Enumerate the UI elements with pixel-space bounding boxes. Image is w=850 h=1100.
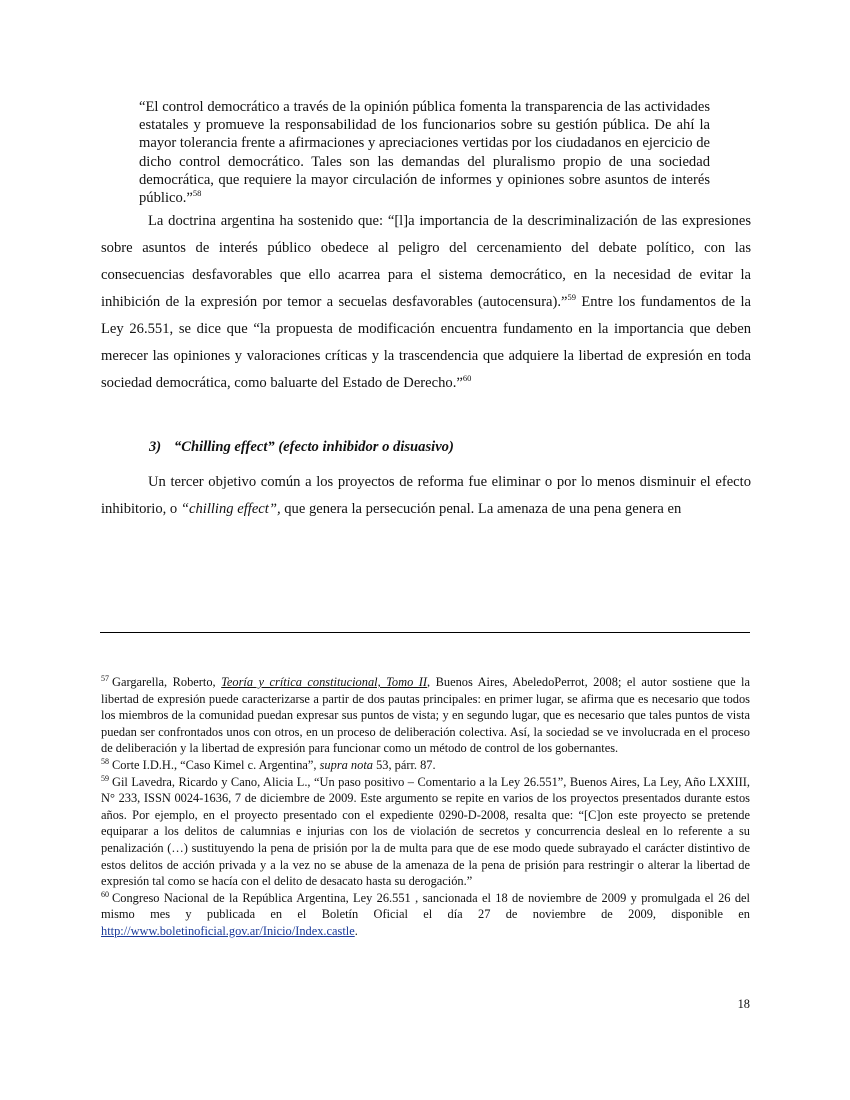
footnote-number: 58 [101, 756, 109, 766]
footnote-text: . [354, 923, 358, 938]
footnote-text: Gil Lavedra, Ricardo y Cano, Alicia L., “Un paso positivo – Comentario a la Ley 26.551”, Buenos Aires, La Ley, Año LXXIII, N° 233, ISSN 0024-1636, 7 de diciembre de 2009. Este argumento se repite en varios de los proyectos presentados durante estos años. Por ejemplo, en el proyecto presentado con el expediente 0290-D-2008, resalta que: “[C]on este proyecto se pretende equiparar a los delitos de calumnias e injurias con los de violación de secretos y concurrencia desleal en lo referente a su penalización (…) sustituyendo la pena de prisión por la de multa para que de ese modo quede subrayado el carácter distintivo de estos delitos de acción privada y a la vez no se abuse de la amenaza de la pena de prisión para restringir o alterar la libertad de expresión tal como se hacía con el delito de desacato hasta su derogación.” [101, 774, 750, 889]
section-heading [149, 439, 749, 456]
paragraph-text: La doctrina argentina ha sostenido que: “[l]a importancia de la descriminalización de las expresiones sobre asuntos de interés público obedece al peligro del cercenamiento del debate político, con las consecuencias desfavorables que ello acarrea para el sistema democrático, en la necesidad de evitar la inhibición de la expresión por temor a secuelas desfavorables (autocensura).” [101, 213, 751, 310]
footnote-58 [101, 757, 750, 774]
footnote-text: 53, párr. 87. [372, 757, 436, 772]
paragraph-doctrina [101, 208, 751, 397]
boletin-oficial-link[interactable]: http://www.boletinoficial.gov.ar/Inicio/Index.castle [101, 923, 355, 938]
book-title: Teoría y crítica constitucional, Tomo II [221, 675, 428, 689]
block-quote [139, 98, 710, 207]
footnote-text: , Buenos Aires, AbeledoPerrot, 2008; el autor sostiene que la libertad de expresión puede caracterizarse a partir de dos pautas principales: en primer lugar, se afirma que es necesario que todos los miembros de la comunidad puedan expresar sus puntos de vista; y en segundo lugar, que es necesario que tales puntos de vista puedan ser confrontados unos con otros, en un proceso de deliberación colectiva. Así, la sociedad se ve involucrada en el proceso de deliberación y la libertad de expresión para funcionar como un método de control de los gobernantes. [101, 675, 750, 756]
section-title: “Chilling effect” (efecto inhibidor o disuasivo) [174, 439, 454, 455]
footnote-ref-60[interactable]: 60 [462, 373, 472, 383]
footnote-separator [100, 632, 750, 633]
footnote-ref-58[interactable]: 58 [192, 188, 202, 199]
paragraph-chilling-effect [101, 469, 751, 523]
italic-term: supra nota [319, 757, 373, 772]
section-number: 3) [149, 439, 162, 455]
footnote-number: 60 [101, 889, 109, 899]
footnote-text: Gargarella, Roberto, [112, 675, 222, 689]
paragraph-text: que genera la persecución penal. La amenaza de una pena genera en [280, 501, 682, 517]
footnote-60 [101, 890, 750, 940]
paragraph-text: Entre los fundamentos de la Ley 26.551, se dice que “la propuesta de modificación encuentra fundamento en la importancia que deben merecer las opiniones y valoraciones críticas y la trascendencia que adquiere la libertad de expresión en toda sociedad democrática, como baluarte del Estado de Derecho.” [101, 294, 751, 391]
footnote-text: Corte I.D.H., “Caso Kimel c. Argentina”, [112, 757, 320, 772]
footnote-59 [101, 774, 750, 890]
footnote-57 [101, 674, 750, 757]
page-number: 18 [737, 997, 750, 1011]
italic-term: “chilling effect”, [180, 501, 281, 517]
footnote-text: Congreso Nacional de la República Argentina, Ley 26.551 , sancionada el 18 de noviembre de 2009 y promulgada el 26 del mismo mes y publicada en el Boletín Oficial el día 27 de noviembre de 2009, disponible en [101, 890, 750, 922]
footnote-number: 59 [101, 773, 109, 783]
footnote-number: 57 [101, 674, 109, 683]
footnote-ref-59[interactable]: 59 [567, 292, 577, 302]
footnotes [101, 674, 750, 940]
paragraph-text: Un tercer objetivo común a los proyectos de reforma fue eliminar o por lo menos disminuir el efecto inhibitorio, o [101, 474, 751, 517]
quote-text: “El control democrático a través de la opinión pública fomenta la transparencia de las actividades estatales y promueve la responsabilidad de los funcionarios sobre su gestión pública. De ahí la mayor tolerancia frente a afirmaciones y apreciaciones vertidas por los ciudadanos en ejercicio de dicho control democrático. Tales son las demandas del pluralismo propio de una sociedad democrática, que requiere la mayor circulación de informes y opiniones sobre asuntos de interés público.” [139, 99, 710, 207]
